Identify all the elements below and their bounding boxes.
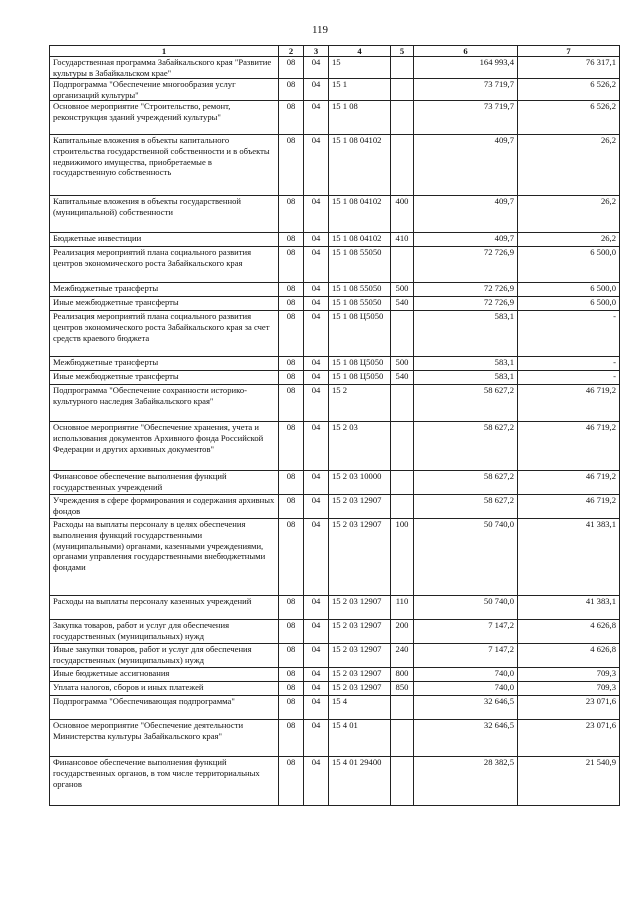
table-row [50,57,620,79]
cell-name: Иные межбюджетные трансферты [50,297,279,311]
cell-target-code: 15 4 01 29400 [329,757,391,806]
cell-section: 08 [279,471,304,495]
cell-target-code: 15 2 03 12907 [329,495,391,519]
header-col-2: 2 [279,46,304,57]
cell-subsection: 04 [304,233,329,247]
cell-amount-1: 583,1 [414,311,518,357]
table-row [50,247,620,283]
cell-amount-2: 23 071,6 [518,696,620,720]
cell-section: 08 [279,644,304,668]
cell-expense-type: 400 [391,196,414,233]
cell-section: 08 [279,422,304,471]
cell-amount-2: 709,3 [518,682,620,696]
cell-name: Основное мероприятие "Обеспечение хранения, учета и использования документов Архивного фонда Российской Федерации и других архивных документов" [50,422,279,471]
cell-amount-1: 409,7 [414,135,518,196]
cell-target-code: 15 1 08 04102 [329,233,391,247]
table-row [50,644,620,668]
table-row [50,135,620,196]
page-number: 119 [311,24,329,36]
cell-amount-1: 28 382,5 [414,757,518,806]
cell-section: 08 [279,720,304,757]
header-col-4: 4 [329,46,391,57]
cell-amount-2: 26,2 [518,196,620,233]
cell-subsection: 04 [304,757,329,806]
cell-name: Подпрограмма "Обеспечивающая подпрограмма" [50,696,279,720]
table-row [50,620,620,644]
cell-amount-2: 23 071,6 [518,720,620,757]
cell-subsection: 04 [304,720,329,757]
cell-name: Реализация мероприятий плана социального развития центров экономического роста Забайкальского края [50,247,279,283]
cell-amount-1: 58 627,2 [414,495,518,519]
cell-section: 08 [279,519,304,596]
cell-target-code: 15 2 03 12907 [329,519,391,596]
cell-expense-type [391,471,414,495]
cell-subsection: 04 [304,471,329,495]
table-row [50,196,620,233]
cell-expense-type: 500 [391,357,414,371]
cell-name: Уплата налогов, сборов и иных платежей [50,682,279,696]
cell-amount-1: 740,0 [414,682,518,696]
cell-amount-1: 164 993,4 [414,57,518,79]
cell-amount-1: 58 627,2 [414,471,518,495]
cell-target-code: 15 1 08 Ц5050 [329,371,391,385]
cell-expense-type [391,422,414,471]
cell-expense-type [391,385,414,422]
cell-amount-1: 73 719,7 [414,79,518,101]
cell-subsection: 04 [304,696,329,720]
cell-amount-1: 58 627,2 [414,422,518,471]
cell-expense-type: 800 [391,668,414,682]
cell-expense-type [391,79,414,101]
cell-amount-1: 7 147,2 [414,620,518,644]
cell-expense-type [391,757,414,806]
cell-amount-1: 72 726,9 [414,297,518,311]
cell-expense-type: 540 [391,371,414,385]
table-row [50,696,620,720]
header-col-6: 6 [414,46,518,57]
cell-expense-type [391,57,414,79]
table-row [50,422,620,471]
cell-amount-2: 4 626,8 [518,620,620,644]
cell-expense-type [391,247,414,283]
cell-section: 08 [279,596,304,620]
table-row [50,682,620,696]
cell-amount-2: 6 526,2 [518,79,620,101]
cell-expense-type: 540 [391,297,414,311]
cell-name: Финансовое обеспечение выполнения функций государственных учреждений [50,471,279,495]
cell-expense-type [391,101,414,135]
cell-amount-1: 409,7 [414,196,518,233]
cell-amount-2: 46 719,2 [518,471,620,495]
cell-name: Иные бюджетные ассигнования [50,668,279,682]
table-body [50,57,620,806]
cell-section: 08 [279,757,304,806]
cell-section: 08 [279,357,304,371]
cell-amount-2: 46 719,2 [518,495,620,519]
cell-target-code: 15 2 03 12907 [329,596,391,620]
cell-expense-type: 240 [391,644,414,668]
cell-subsection: 04 [304,495,329,519]
cell-name: Иные закупки товаров, работ и услуг для обеспечения государственных (муниципальных) нужд [50,644,279,668]
cell-target-code: 15 4 [329,696,391,720]
cell-amount-2: 46 719,2 [518,385,620,422]
cell-target-code: 15 2 03 10000 [329,471,391,495]
cell-target-code: 15 2 03 12907 [329,644,391,668]
cell-name: Расходы на выплаты персоналу казенных учреждений [50,596,279,620]
cell-expense-type: 850 [391,682,414,696]
cell-amount-2: 6 526,2 [518,101,620,135]
cell-subsection: 04 [304,371,329,385]
cell-name: Реализация мероприятий плана социального развития центров экономического роста Забайкальского края за счет средств краевого бюджета [50,311,279,357]
cell-subsection: 04 [304,247,329,283]
cell-name: Капитальные вложения в объекты государственной (муниципальной) собственности [50,196,279,233]
cell-section: 08 [279,495,304,519]
cell-target-code: 15 2 03 [329,422,391,471]
cell-target-code: 15 1 08 [329,101,391,135]
cell-amount-2: - [518,311,620,357]
cell-amount-1: 32 646,5 [414,720,518,757]
table-row [50,519,620,596]
cell-amount-2: 41 383,1 [518,596,620,620]
cell-section: 08 [279,283,304,297]
cell-expense-type [391,495,414,519]
cell-section: 08 [279,371,304,385]
cell-section: 08 [279,101,304,135]
cell-subsection: 04 [304,519,329,596]
cell-section: 08 [279,79,304,101]
table-row [50,357,620,371]
cell-section: 08 [279,668,304,682]
table-row [50,101,620,135]
cell-target-code: 15 1 08 Ц5050 [329,311,391,357]
cell-target-code: 15 1 08 04102 [329,196,391,233]
cell-target-code: 15 2 [329,385,391,422]
table-row [50,471,620,495]
cell-target-code: 15 4 01 [329,720,391,757]
cell-subsection: 04 [304,283,329,297]
cell-name: Бюджетные инвестиции [50,233,279,247]
cell-target-code: 15 [329,57,391,79]
cell-subsection: 04 [304,357,329,371]
cell-name: Подпрограмма "Обеспечение сохранности историко-культурного наследия Забайкальского края" [50,385,279,422]
cell-section: 08 [279,297,304,311]
cell-expense-type: 200 [391,620,414,644]
table-row [50,668,620,682]
cell-name: Подпрограмма "Обеспечение многообразия услуг организаций культуры" [50,79,279,101]
cell-section: 08 [279,385,304,422]
cell-amount-2: 709,3 [518,668,620,682]
cell-target-code: 15 1 08 Ц5050 [329,357,391,371]
cell-amount-1: 72 726,9 [414,283,518,297]
cell-subsection: 04 [304,135,329,196]
cell-amount-2: 76 317,1 [518,57,620,79]
table-row [50,297,620,311]
cell-name: Расходы на выплаты персоналу в целях обеспечения выполнения функций государственными (муниципальными) органами, казенными учреждениями, органами управления государственными внебюджетными фондами [50,519,279,596]
cell-amount-1: 409,7 [414,233,518,247]
cell-expense-type [391,720,414,757]
header-col-3: 3 [304,46,329,57]
cell-amount-1: 32 646,5 [414,696,518,720]
cell-amount-2: 6 500,0 [518,247,620,283]
header-row [50,46,620,57]
cell-amount-1: 583,1 [414,357,518,371]
cell-amount-2: 6 500,0 [518,283,620,297]
table-row [50,596,620,620]
cell-name: Межбюджетные трансферты [50,357,279,371]
table-row [50,311,620,357]
cell-expense-type [391,311,414,357]
header-col-7: 7 [518,46,620,57]
cell-target-code: 15 1 08 55050 [329,247,391,283]
cell-amount-2: 4 626,8 [518,644,620,668]
cell-amount-2: 41 383,1 [518,519,620,596]
cell-section: 08 [279,696,304,720]
cell-section: 08 [279,196,304,233]
cell-subsection: 04 [304,196,329,233]
cell-expense-type [391,135,414,196]
cell-amount-1: 73 719,7 [414,101,518,135]
table-row [50,495,620,519]
table-row [50,233,620,247]
cell-expense-type: 110 [391,596,414,620]
cell-expense-type: 410 [391,233,414,247]
cell-section: 08 [279,311,304,357]
cell-subsection: 04 [304,79,329,101]
header-col-1: 1 [50,46,279,57]
budget-table [49,45,620,806]
cell-section: 08 [279,233,304,247]
cell-subsection: 04 [304,311,329,357]
cell-name: Учреждения в сфере формирования и содержания архивных фондов [50,495,279,519]
cell-target-code: 15 1 08 04102 [329,135,391,196]
cell-section: 08 [279,247,304,283]
cell-subsection: 04 [304,422,329,471]
cell-subsection: 04 [304,644,329,668]
cell-target-code: 15 2 03 12907 [329,682,391,696]
cell-subsection: 04 [304,668,329,682]
cell-name: Межбюджетные трансферты [50,283,279,297]
cell-amount-1: 7 147,2 [414,644,518,668]
cell-name: Иные межбюджетные трансферты [50,371,279,385]
cell-subsection: 04 [304,620,329,644]
cell-amount-1: 50 740,0 [414,596,518,620]
table-row [50,720,620,757]
cell-subsection: 04 [304,385,329,422]
cell-subsection: 04 [304,682,329,696]
cell-section: 08 [279,135,304,196]
cell-section: 08 [279,682,304,696]
cell-expense-type [391,696,414,720]
cell-subsection: 04 [304,101,329,135]
cell-amount-2: 21 540,9 [518,757,620,806]
cell-expense-type: 500 [391,283,414,297]
cell-amount-2: - [518,357,620,371]
table-row [50,385,620,422]
cell-subsection: 04 [304,596,329,620]
cell-target-code: 15 1 [329,79,391,101]
cell-amount-2: 6 500,0 [518,297,620,311]
cell-section: 08 [279,620,304,644]
cell-amount-2: - [518,371,620,385]
header-col-5: 5 [391,46,414,57]
cell-target-code: 15 2 03 12907 [329,620,391,644]
cell-amount-1: 583,1 [414,371,518,385]
cell-target-code: 15 1 08 55050 [329,297,391,311]
table-row [50,757,620,806]
cell-section: 08 [279,57,304,79]
cell-amount-1: 58 627,2 [414,385,518,422]
cell-amount-1: 740,0 [414,668,518,682]
cell-name: Государственная программа Забайкальского края "Развитие культуры в Забайкальском крае" [50,57,279,79]
cell-target-code: 15 2 03 12907 [329,668,391,682]
cell-target-code: 15 1 08 55050 [329,283,391,297]
cell-name: Основное мероприятие "Строительство, ремонт, реконструкция зданий учреждений культуры" [50,101,279,135]
table-row [50,283,620,297]
cell-amount-2: 46 719,2 [518,422,620,471]
table-row [50,79,620,101]
cell-name: Основное мероприятие "Обеспечение деятельности Министерства культуры Забайкальского края" [50,720,279,757]
cell-amount-1: 50 740,0 [414,519,518,596]
cell-amount-1: 72 726,9 [414,247,518,283]
cell-subsection: 04 [304,57,329,79]
cell-name: Закупка товаров, работ и услуг для обеспечения государственных (муниципальных) нужд [50,620,279,644]
cell-subsection: 04 [304,297,329,311]
cell-name: Капитальные вложения в объекты капитального строительства государственной собственности и в объекты недвижимого имущества, приобретаемые в государственную собственность [50,135,279,196]
cell-expense-type: 100 [391,519,414,596]
cell-amount-2: 26,2 [518,233,620,247]
table-row [50,371,620,385]
cell-amount-2: 26,2 [518,135,620,196]
cell-name: Финансовое обеспечение выполнения функций государственных органов, в том числе территориальных органов [50,757,279,806]
